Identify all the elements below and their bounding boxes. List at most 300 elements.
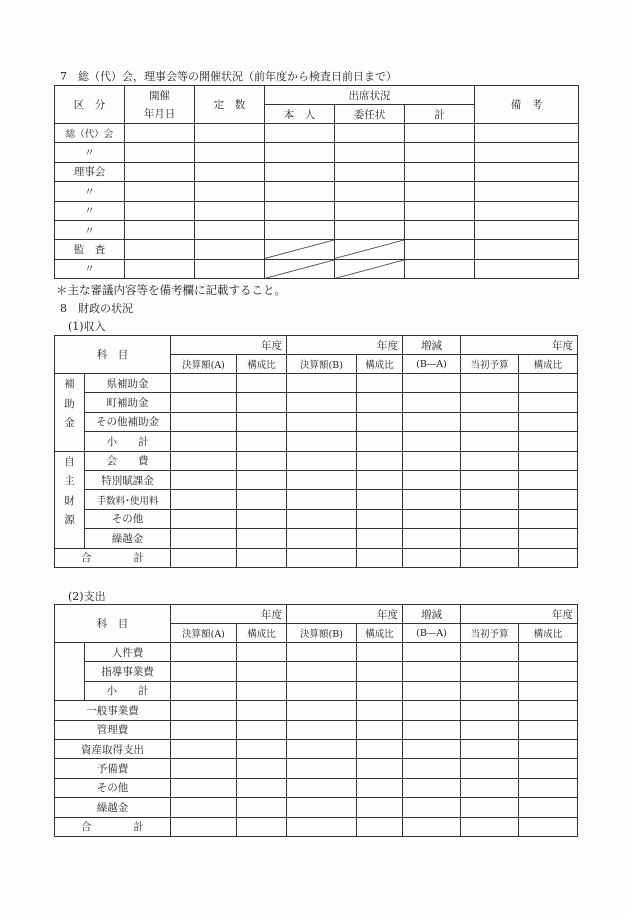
input-cell[interactable] <box>125 220 195 239</box>
total-label: 合 計 <box>55 817 171 836</box>
input-cell[interactable] <box>125 240 195 259</box>
input-cell[interactable] <box>195 124 265 143</box>
header-kei: 計 <box>405 105 475 124</box>
input-cell[interactable] <box>461 509 519 528</box>
input-cell[interactable] <box>171 432 237 451</box>
header-kamoku: 科 目 <box>55 336 171 374</box>
input-cell[interactable] <box>475 162 579 181</box>
input-cell[interactable] <box>171 798 237 817</box>
table-row <box>55 798 578 817</box>
header-kessan-a: 決算額(A) <box>171 624 237 643</box>
input-cell[interactable] <box>237 490 287 509</box>
table-row <box>55 643 578 662</box>
input-cell[interactable] <box>403 451 461 470</box>
input-cell[interactable] <box>287 739 357 758</box>
input-cell[interactable] <box>265 143 335 162</box>
input-cell[interactable] <box>461 817 519 836</box>
input-cell[interactable] <box>357 739 403 758</box>
row-label: 小 計 <box>85 681 171 700</box>
table-row <box>55 739 578 758</box>
input-cell[interactable] <box>265 220 335 239</box>
input-cell[interactable] <box>405 143 475 162</box>
input-cell[interactable] <box>519 374 578 393</box>
header-tosho: 当初予算 <box>461 624 519 643</box>
diagonal-slash-icon <box>265 240 334 258</box>
table-row <box>55 509 578 528</box>
input-cell[interactable] <box>403 412 461 431</box>
header-zougen: 増減 <box>403 336 461 355</box>
input-cell[interactable] <box>265 182 335 201</box>
input-cell[interactable] <box>403 798 461 817</box>
input-cell[interactable] <box>335 162 405 181</box>
input-cell[interactable] <box>403 701 461 720</box>
input-cell[interactable] <box>461 720 519 739</box>
header-diff: (B―A) <box>403 355 461 374</box>
group-label-jishu-zaigen <box>55 451 85 548</box>
input-cell[interactable] <box>475 220 579 239</box>
input-cell[interactable] <box>125 182 195 201</box>
input-cell[interactable] <box>403 509 461 528</box>
diagonal-cell <box>335 240 405 259</box>
input-cell[interactable] <box>357 451 403 470</box>
diagonal-cell <box>335 259 405 278</box>
row-label: 〃 <box>55 182 125 201</box>
input-cell[interactable] <box>287 817 357 836</box>
input-cell[interactable] <box>519 470 578 489</box>
input-cell[interactable] <box>461 412 519 431</box>
table-row <box>55 720 578 739</box>
input-cell[interactable] <box>237 470 287 489</box>
group-label-char: 自 <box>64 455 75 468</box>
table-row <box>55 412 578 431</box>
section8-title: 8 財政の状況 <box>60 302 133 315</box>
input-cell[interactable] <box>171 412 237 431</box>
input-cell[interactable] <box>237 798 287 817</box>
input-cell[interactable] <box>171 778 237 797</box>
header-kousei3: 構成比 <box>519 624 578 643</box>
input-cell[interactable] <box>519 393 578 412</box>
row-label: その他 <box>85 509 171 528</box>
row-label: 繰越金 <box>55 798 171 817</box>
input-cell[interactable] <box>171 643 237 662</box>
input-cell[interactable] <box>171 817 237 836</box>
group-spacer <box>55 643 85 701</box>
diagonal-cell <box>265 259 335 278</box>
row-label: 会 費 <box>85 451 171 470</box>
input-cell[interactable] <box>237 393 287 412</box>
input-cell[interactable] <box>461 432 519 451</box>
input-cell[interactable] <box>335 124 405 143</box>
input-cell[interactable] <box>519 817 578 836</box>
input-cell[interactable] <box>519 451 578 470</box>
input-cell[interactable] <box>403 529 461 548</box>
group-label-char: 源 <box>64 514 75 527</box>
input-cell[interactable] <box>405 201 475 220</box>
input-cell[interactable] <box>357 759 403 778</box>
table-row <box>55 201 579 220</box>
input-cell[interactable] <box>403 739 461 758</box>
input-cell[interactable] <box>335 201 405 220</box>
row-label: 町補助金 <box>85 393 171 412</box>
table-row <box>55 220 579 239</box>
group-label-char: 補 <box>64 378 75 390</box>
group-label-char: 金 <box>64 417 75 429</box>
input-cell[interactable] <box>237 701 287 720</box>
row-label: 小 計 <box>85 432 171 451</box>
input-cell[interactable] <box>335 143 405 162</box>
input-cell[interactable] <box>171 701 237 720</box>
row-label: 人件費 <box>85 643 171 662</box>
total-row <box>55 548 578 567</box>
input-cell[interactable] <box>461 778 519 797</box>
input-cell[interactable] <box>287 759 357 778</box>
input-cell[interactable] <box>287 374 357 393</box>
input-cell[interactable] <box>519 778 578 797</box>
input-cell[interactable] <box>195 143 265 162</box>
row-label: 監 査 <box>55 240 125 259</box>
table-row <box>55 162 579 181</box>
table-row <box>55 701 578 720</box>
header-nendo-2: 年度 <box>287 336 403 355</box>
input-cell[interactable] <box>335 182 405 201</box>
input-cell[interactable] <box>125 259 195 278</box>
input-cell[interactable] <box>357 374 403 393</box>
input-cell[interactable] <box>519 509 578 528</box>
input-cell[interactable] <box>403 720 461 739</box>
input-cell[interactable] <box>461 470 519 489</box>
row-label: 県補助金 <box>85 374 171 393</box>
input-cell[interactable] <box>171 374 237 393</box>
input-cell[interactable] <box>475 182 579 201</box>
input-cell[interactable] <box>265 124 335 143</box>
row-label: 指導事業費 <box>85 662 171 681</box>
input-cell[interactable] <box>287 490 357 509</box>
header-nendo-3: 年度 <box>461 336 578 355</box>
input-cell[interactable] <box>171 529 237 548</box>
input-cell[interactable] <box>403 374 461 393</box>
input-cell[interactable] <box>237 412 287 431</box>
input-cell[interactable] <box>519 759 578 778</box>
header-kaisai-top: 開催 <box>125 86 195 105</box>
income-title: (1)収入 <box>68 320 106 333</box>
table-row <box>55 182 579 201</box>
input-cell[interactable] <box>287 470 357 489</box>
table-row <box>55 393 578 412</box>
header-nendo-1: 年度 <box>171 336 287 355</box>
header-nendo-1: 年度 <box>171 605 287 624</box>
input-cell[interactable] <box>287 778 357 797</box>
input-cell[interactable] <box>237 778 287 797</box>
input-cell[interactable] <box>461 529 519 548</box>
header-tosho: 当初予算 <box>461 355 519 374</box>
input-cell[interactable] <box>195 201 265 220</box>
input-cell[interactable] <box>461 374 519 393</box>
input-cell[interactable] <box>171 451 237 470</box>
table-row <box>55 374 578 393</box>
header-kessan-b: 決算額(B) <box>287 624 357 643</box>
input-cell[interactable] <box>475 259 579 278</box>
input-cell[interactable] <box>287 798 357 817</box>
input-cell[interactable] <box>265 201 335 220</box>
input-cell[interactable] <box>287 548 357 567</box>
input-cell[interactable] <box>403 432 461 451</box>
input-cell[interactable] <box>195 240 265 259</box>
group-label-hojokin <box>55 374 85 452</box>
input-cell[interactable] <box>287 393 357 412</box>
input-cell[interactable] <box>237 662 287 681</box>
income-table <box>54 335 578 568</box>
row-label: 〃 <box>55 201 125 220</box>
input-cell[interactable] <box>475 124 579 143</box>
input-cell[interactable] <box>287 529 357 548</box>
input-cell[interactable] <box>195 162 265 181</box>
input-cell[interactable] <box>519 720 578 739</box>
input-cell[interactable] <box>519 662 578 681</box>
row-label: 予備費 <box>55 759 171 778</box>
row-label: 一般事業費 <box>55 701 171 720</box>
expense-table <box>54 604 578 837</box>
row-label: 資産取得支出 <box>55 739 171 758</box>
input-cell[interactable] <box>357 643 403 662</box>
header-kubun: 区 分 <box>55 86 125 124</box>
input-cell[interactable] <box>461 393 519 412</box>
input-cell[interactable] <box>287 451 357 470</box>
table-row <box>55 240 579 259</box>
input-cell[interactable] <box>237 720 287 739</box>
input-cell[interactable] <box>403 662 461 681</box>
header-biko: 備 考 <box>475 86 579 124</box>
input-cell[interactable] <box>403 643 461 662</box>
diagonal-slash-icon <box>335 240 404 258</box>
section7-note: ＊主な審議内容等を備考欄に記載すること。 <box>56 283 286 297</box>
input-cell[interactable] <box>461 490 519 509</box>
input-cell[interactable] <box>519 432 578 451</box>
input-cell[interactable] <box>405 162 475 181</box>
input-cell[interactable] <box>265 162 335 181</box>
input-cell[interactable] <box>405 182 475 201</box>
input-cell[interactable] <box>403 681 461 700</box>
row-label: 特別賦課金 <box>85 470 171 489</box>
input-cell[interactable] <box>357 548 403 567</box>
header-kousei1: 構成比 <box>237 355 287 374</box>
table-row <box>55 143 579 162</box>
input-cell[interactable] <box>357 393 403 412</box>
input-cell[interactable] <box>357 529 403 548</box>
header-row <box>55 605 578 624</box>
input-cell[interactable] <box>287 662 357 681</box>
input-cell[interactable] <box>403 817 461 836</box>
header-kessan-a: 決算額(A) <box>171 355 237 374</box>
total-row <box>55 817 578 836</box>
header-ininjo: 委任状 <box>335 105 405 124</box>
input-cell[interactable] <box>357 798 403 817</box>
input-cell[interactable] <box>461 643 519 662</box>
table-row <box>55 778 578 797</box>
input-cell[interactable] <box>405 259 475 278</box>
input-cell[interactable] <box>403 470 461 489</box>
header-row <box>55 336 578 355</box>
input-cell[interactable] <box>357 509 403 528</box>
input-cell[interactable] <box>287 432 357 451</box>
table-row <box>55 432 578 451</box>
input-cell[interactable] <box>237 509 287 528</box>
table-row <box>55 681 578 700</box>
header-kaisai-bottom: 年月日 <box>125 105 195 124</box>
input-cell[interactable] <box>171 720 237 739</box>
input-cell[interactable] <box>287 701 357 720</box>
input-cell[interactable] <box>125 201 195 220</box>
input-cell[interactable] <box>357 662 403 681</box>
input-cell[interactable] <box>287 509 357 528</box>
input-cell[interactable] <box>403 759 461 778</box>
header-kousei1: 構成比 <box>237 624 287 643</box>
total-label: 合 計 <box>55 548 171 567</box>
input-cell[interactable] <box>125 162 195 181</box>
input-cell[interactable] <box>405 240 475 259</box>
row-label: その他 <box>55 778 171 797</box>
input-cell[interactable] <box>357 701 403 720</box>
input-cell[interactable] <box>237 432 287 451</box>
header-kousei2: 構成比 <box>357 355 403 374</box>
input-cell[interactable] <box>461 759 519 778</box>
input-cell[interactable] <box>237 374 287 393</box>
header-kousei3: 構成比 <box>519 355 578 374</box>
input-cell[interactable] <box>357 412 403 431</box>
input-cell[interactable] <box>475 143 579 162</box>
input-cell[interactable] <box>519 701 578 720</box>
header-kousei2: 構成比 <box>357 624 403 643</box>
table-row <box>55 490 578 509</box>
input-cell[interactable] <box>357 817 403 836</box>
input-cell[interactable] <box>403 393 461 412</box>
input-cell[interactable] <box>357 681 403 700</box>
input-cell[interactable] <box>405 220 475 239</box>
input-cell[interactable] <box>287 412 357 431</box>
input-cell[interactable] <box>405 124 475 143</box>
input-cell[interactable] <box>195 259 265 278</box>
input-cell[interactable] <box>171 739 237 758</box>
group-label-char: 助 <box>64 397 75 410</box>
row-label: 〃 <box>55 220 125 239</box>
input-cell[interactable] <box>171 759 237 778</box>
header-nendo-3: 年度 <box>461 605 578 624</box>
input-cell[interactable] <box>335 220 405 239</box>
input-cell[interactable] <box>171 393 237 412</box>
header-diff: (B―A) <box>403 624 461 643</box>
row-label: 管理費 <box>55 720 171 739</box>
row-label: その他補助金 <box>85 412 171 431</box>
input-cell[interactable] <box>125 124 195 143</box>
header-shusseki: 出席状況 <box>265 86 475 105</box>
input-cell[interactable] <box>519 681 578 700</box>
input-cell[interactable] <box>461 798 519 817</box>
table-row <box>55 759 578 778</box>
input-cell[interactable] <box>357 778 403 797</box>
group-label-char: 主 <box>64 475 75 488</box>
input-cell[interactable] <box>237 548 287 567</box>
input-cell[interactable] <box>195 220 265 239</box>
input-cell[interactable] <box>287 643 357 662</box>
input-cell[interactable] <box>519 412 578 431</box>
input-cell[interactable] <box>519 548 578 567</box>
input-cell[interactable] <box>403 778 461 797</box>
input-cell[interactable] <box>237 759 287 778</box>
input-cell[interactable] <box>357 470 403 489</box>
input-cell[interactable] <box>237 451 287 470</box>
input-cell[interactable] <box>461 701 519 720</box>
input-cell[interactable] <box>403 548 461 567</box>
input-cell[interactable] <box>461 548 519 567</box>
input-cell[interactable] <box>171 490 237 509</box>
input-cell[interactable] <box>461 662 519 681</box>
input-cell[interactable] <box>171 681 237 700</box>
diagonal-slash-icon <box>335 260 404 278</box>
input-cell[interactable] <box>461 681 519 700</box>
row-label: 総（代）会 <box>55 124 125 143</box>
input-cell[interactable] <box>237 529 287 548</box>
row-label: 〃 <box>55 259 125 278</box>
input-cell[interactable] <box>357 432 403 451</box>
input-cell[interactable] <box>125 143 195 162</box>
input-cell[interactable] <box>461 451 519 470</box>
header-honnin: 本 人 <box>265 105 335 124</box>
row-label: 〃 <box>55 143 125 162</box>
input-cell[interactable] <box>519 643 578 662</box>
input-cell[interactable] <box>237 681 287 700</box>
input-cell[interactable] <box>519 529 578 548</box>
input-cell[interactable] <box>171 509 237 528</box>
header-zougen: 増減 <box>403 605 461 624</box>
table-row <box>55 662 578 681</box>
input-cell[interactable] <box>519 739 578 758</box>
input-cell[interactable] <box>237 643 287 662</box>
input-cell[interactable] <box>171 548 237 567</box>
input-cell[interactable] <box>171 470 237 489</box>
table-row <box>55 124 579 143</box>
group-label-char: 財 <box>64 494 75 507</box>
input-cell[interactable] <box>357 720 403 739</box>
input-cell[interactable] <box>171 662 237 681</box>
input-cell[interactable] <box>519 490 578 509</box>
input-cell[interactable] <box>475 240 579 259</box>
input-cell[interactable] <box>519 798 578 817</box>
input-cell[interactable] <box>357 490 403 509</box>
row-label: 理事会 <box>55 162 125 181</box>
expense-title: (2)支出 <box>68 590 106 603</box>
row-label: 繰越金 <box>85 529 171 548</box>
input-cell[interactable] <box>461 739 519 758</box>
diagonal-slash-icon <box>265 260 334 278</box>
header-kessan-b: 決算額(B) <box>287 355 357 374</box>
table-row <box>55 470 578 489</box>
input-cell[interactable] <box>287 720 357 739</box>
table-row <box>55 529 578 548</box>
row-label: 手数料･使用料 <box>85 490 171 509</box>
input-cell[interactable] <box>195 182 265 201</box>
diagonal-cell <box>265 240 335 259</box>
input-cell[interactable] <box>237 739 287 758</box>
input-cell[interactable] <box>475 201 579 220</box>
header-teisu: 定 数 <box>195 86 265 124</box>
table-row <box>55 259 579 278</box>
input-cell[interactable] <box>287 681 357 700</box>
meeting-status-table <box>54 85 579 279</box>
table-row <box>55 451 578 470</box>
input-cell[interactable] <box>237 817 287 836</box>
input-cell[interactable] <box>403 490 461 509</box>
section7-title: 7 総（代）会，理事会等の開催状況（前年度から検査日前日まで） <box>60 70 397 83</box>
header-kamoku: 科 目 <box>55 605 171 643</box>
